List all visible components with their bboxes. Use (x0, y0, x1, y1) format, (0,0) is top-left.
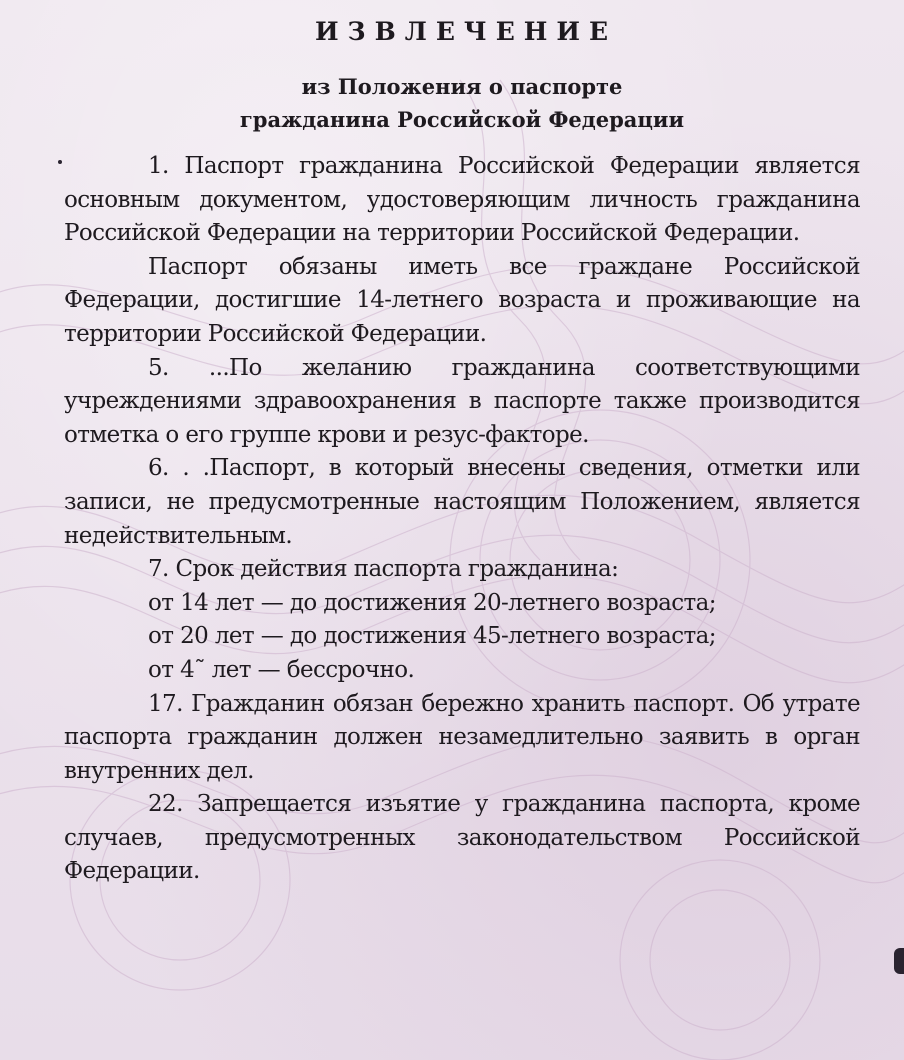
paragraph-17: 17. Гражданин обязан бережно хранить паспорт. Об утрате паспорта гражданин должен незамедлительно заявить в орган внутренних дел. (64, 690, 860, 784)
subtitle-line-1: из Положения о паспорте (301, 74, 623, 99)
paragraph-6: 6. . .Паспорт, в который внесены сведения, отметки или записи, не предусмотренные настоящим Положением, является недействительным. (64, 455, 860, 549)
paragraph-1: 1. Паспорт гражданина Российской Федерации является основным документом, удостоверяющим личность гражданина Российской Федерации на территории Российской Федерации. (64, 153, 860, 247)
paragraph-1-continued: Паспорт обязаны иметь все граждане Российской Федерации, достигшие 14-летнего возраста и проживающие на территории Российской Федерации. (64, 253, 860, 347)
validity-item-1: от 14 лет — до достижения 20-летнего возраста; (148, 589, 716, 616)
subtitle-line-2: гражданина Российской Федерации (239, 107, 685, 132)
paragraph-5: 5. ...По желанию гражданина соответствующими учреждениями здравоохранения в паспорте также производится отметка о его группе крови и резус-факторе. (64, 354, 860, 448)
paragraph-7-heading: 7. Срок действия паспорта гражданина: (148, 556, 619, 583)
paragraph-22: 22. Запрещается изъятие у гражданина паспорта, кроме случаев, предусмотренных законодательством Российской Федерации. (64, 791, 860, 885)
print-speck (58, 160, 62, 164)
document-title: ИЗВЛЕЧЕНИЕ (314, 17, 618, 46)
document-content (64, 14, 860, 889)
validity-item-3: от 4˜ лет — бессрочно. (148, 656, 415, 683)
validity-item-2: от 20 лет — до достижения 45-летнего возраста; (148, 623, 716, 650)
edge-speck (894, 948, 904, 974)
document-subtitle (64, 70, 860, 136)
document-body (64, 150, 860, 889)
